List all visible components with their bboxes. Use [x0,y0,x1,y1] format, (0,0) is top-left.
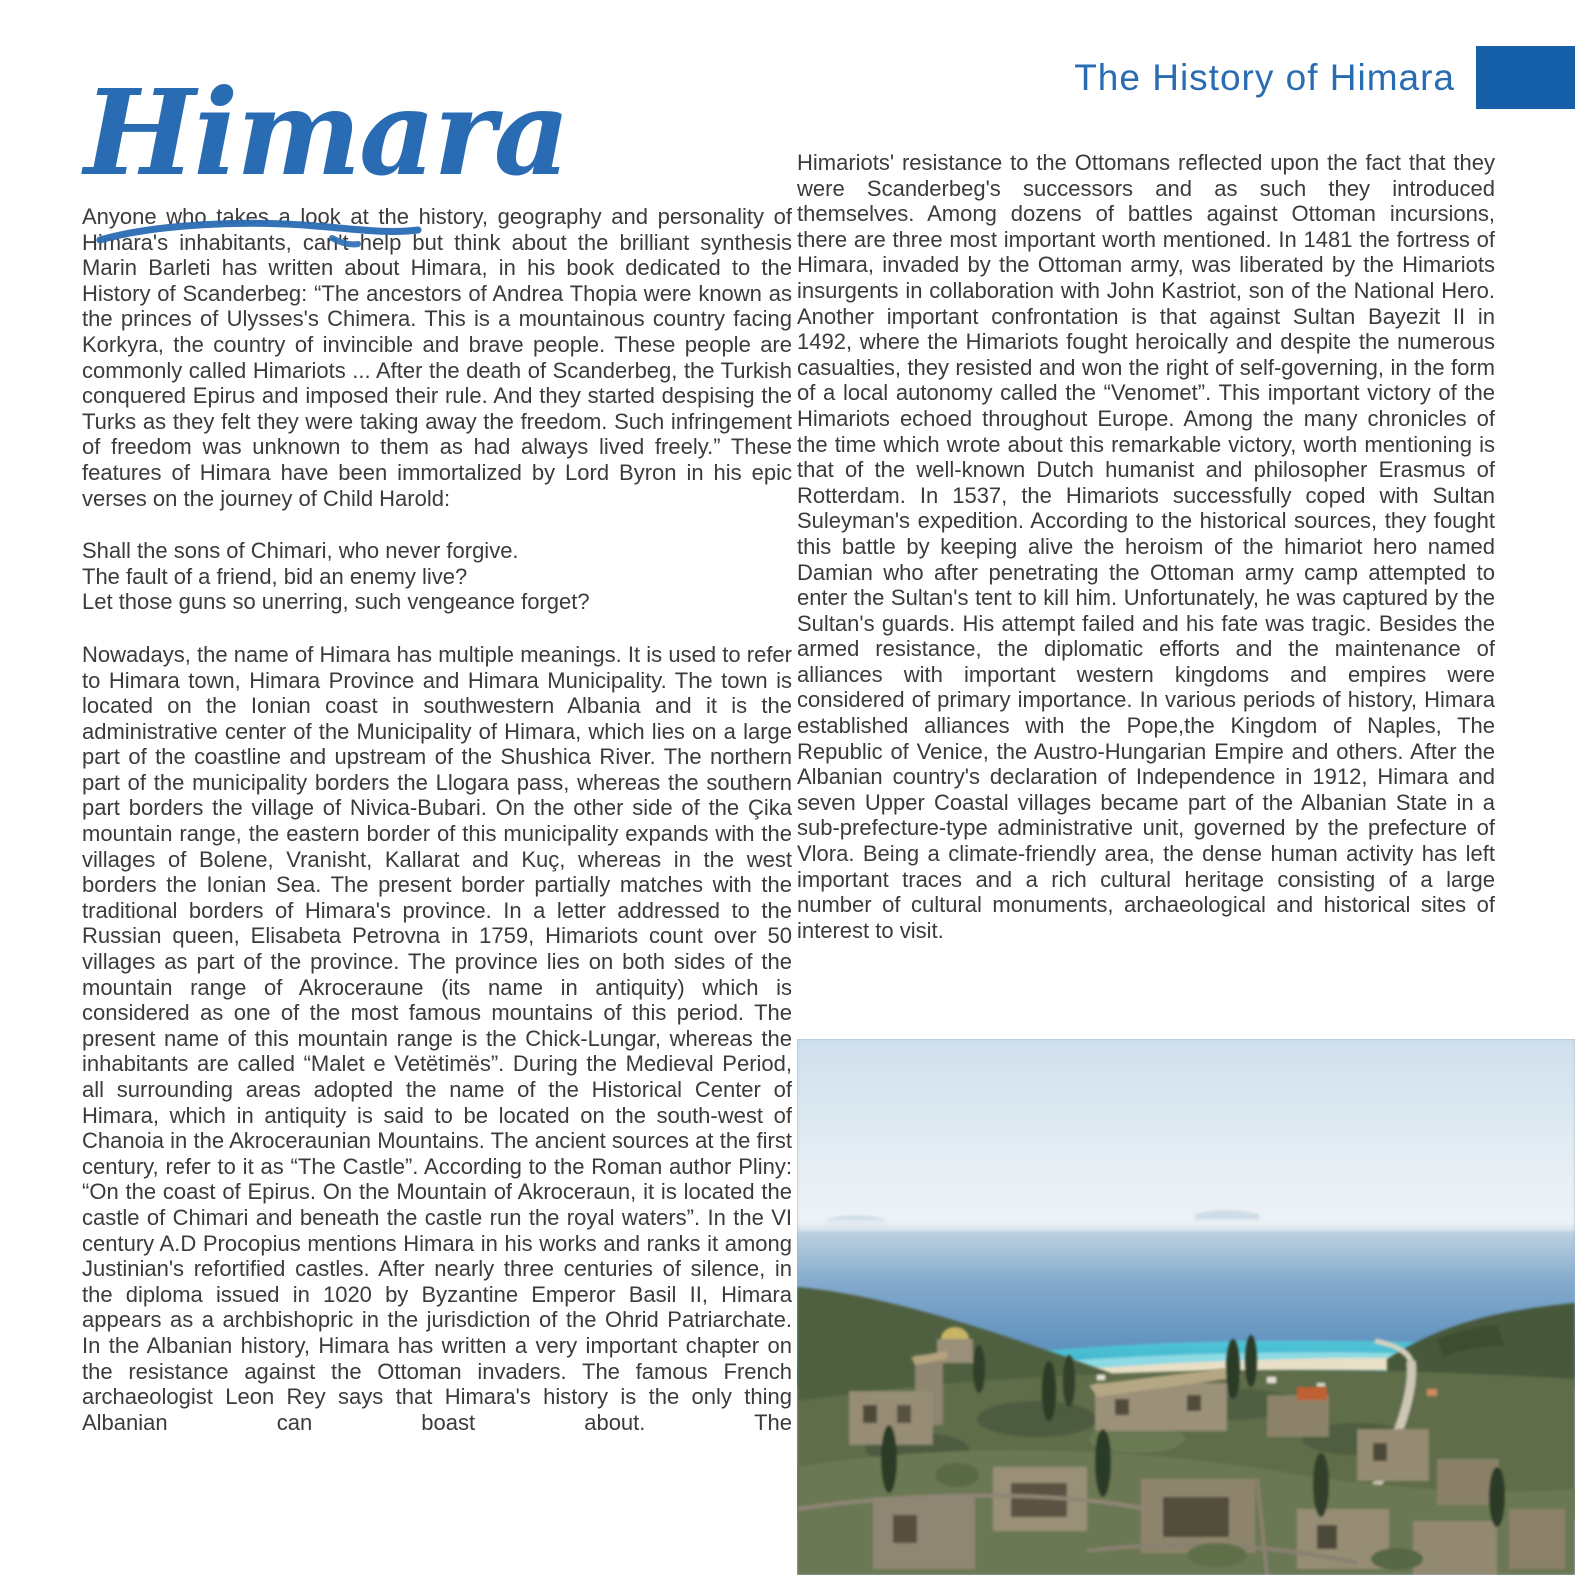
verse-line: Let those guns so unerring, such vengeance forget? [82,589,590,615]
photo-illustration [797,1039,1575,1575]
intro-paragraph: Anyone who takes a look at the history, geography and personality of Himara's inhabitants, can't help but think about the brilliant synthesis Marin Barleti has written about Himara, in his book dedicated to the History of Scanderbeg: “The ancestors of Andrea Thopia were known as the princes of Ulysses's Chimera. This is a mountainous country facing Korkyra, the country of invincible and brave people. These people are commonly called Himariots ... After the death of Scanderbeg, the Turkish conquered Epirus and imposed their rule. And they started despising the Turks as they felt they were taking away the freedom. Such infringement of freedom was unknown to them as had always lived freely.” These features of Himara have been immortalized by Lord Byron in his epic verses on the journey of Child Harold: [82,204,792,511]
byron-verse-block [82,538,792,615]
history-paragraph: Nowadays, the name of Himara has multiple meanings. It is used to refer to Himara town, Himara Province and Himara Municipality. The town is located on the Ionian coast in southwestern Albania and it is the administrative center of the Municipality of Himara, which lies on a large part of the coastline and upstream of the Shushica River. The northern part of the municipality borders the Llogara pass, whereas the southern part borders the village of Nivica-Bubari. On the other side of the Çika mountain range, the eastern border of this municipality expands with the villages of Bolene, Vranisht, Kallarat and Kuç, whereas in the west borders the Ionian Sea. The present border partially matches with the traditional borders of Himara's province. In a letter addressed to the Russian queen, Elisabeta Petrovna in 1759, Himariots count over 50 villages as part of the province. The province lies on both sides of the mountain range of Akroceraune (its name in antiquity) which is considered as one of the most famous mountains of this period. The present name of this mountain range is the Chick-Lungar, whereas the inhabitants are called “Malet e Vetëtimës”. During the Medieval Period, all surrounding areas adopted the name of the Historical Center of Himara, which in antiquity is said to be located on the south-west of Chanoia in the Akroceraunian Mountains. The ancient sources at the first century, refer to it as “The Castle”. According to the Roman author Pliny: “On the coast of Epirus. On the Mountain of Akroceraun, it is located the castle of Chimari and beneath the castle run the royal waters”. In the VI century A.D Procopius mentions Himara in his works and ranks it among Justinian's refortified castles. After nearly three centuries of silence, in the diploma issued in 1020 by Byzantine Emperor Basil II, Himara appears as a archbishopric in the jurisdiction of the Ohrid Patriarchate. In the Albanian history, Himara has written a very important chapter on the resistance against the Ottoman invaders. The famous French archaeologist Leon Rey says that Himara's history is the only thing Albanian can boast about. The [82,641,792,1435]
logo-swash-flourish [96,216,426,257]
right-column [797,150,1495,943]
verse-line: The fault of a friend, bid an enemy live? [82,563,468,589]
verse-line: Shall the sons of Chimari, who never forgive. [82,538,519,564]
resistance-paragraph: Himariots' resistance to the Ottomans reflected upon the fact that they were Scanderbeg's successors and as such they introduced themselves. Among dozens of battles against Ottoman incursions, there are three most important worth mentioned. In 1481 the fortress of Himara, invaded by the Ottoman army, was liberated by the Himariots insurgents in collaboration with John Kastriot, son of the National Hero. Another important confrontation is that against Sultan Bayezit II in 1492, where the Himariots fought heroically and despite the numerous casualties, they resisted and won the right of self-governing, in the form of a local autonomy called the “Venomet”. This important victory of the Himariots echoed throughout Europe. Among the many chronicles of the time which wrote about this remarkable victory, worth mentioning is that of the well-known Dutch humanist and philosopher Erasmus of Rotterdam. In 1537, the Himariots successfully coped with Sultan Suleyman's expedition. According to the historical sources, they fought this battle by keeping alive the heroism of the himariot hero named Damian who after penetrating the Ottoman army camp attempted to enter the Sultan's tent to kill him. Unfortunately, he was captured by the Sultan's guards. His attempt failed and his fate was tragic. Besides the armed resistance, the diplomatic efforts and the maintenance of alliances with important western kingdoms and empires were considered of primary importance. In various periods of history, Himara established alliances with the Pope,the Kingdom of Naples, The Republic of Venice, the Austro-Hungarian Empire and others. After the Albanian country's declaration of Independence in 1912, Himara and seven Upper Coastal villages became part of the Albanian State in a sub-prefecture-type administrative unit, governed by the prefecture of Vlora. Being a climate-friendly area, the dense human activity has left important traces and a rich cultural heritage consisting of a large number of cultural monuments, archaeological and historical sites of interest to visit. [797,150,1495,943]
photo-old-himara [797,1039,1575,1575]
page-title: The History of Himara [1074,57,1455,98]
header-accent-bar [1476,46,1575,109]
himara-script-logo: Himara [84,63,569,202]
left-column [82,204,792,1435]
